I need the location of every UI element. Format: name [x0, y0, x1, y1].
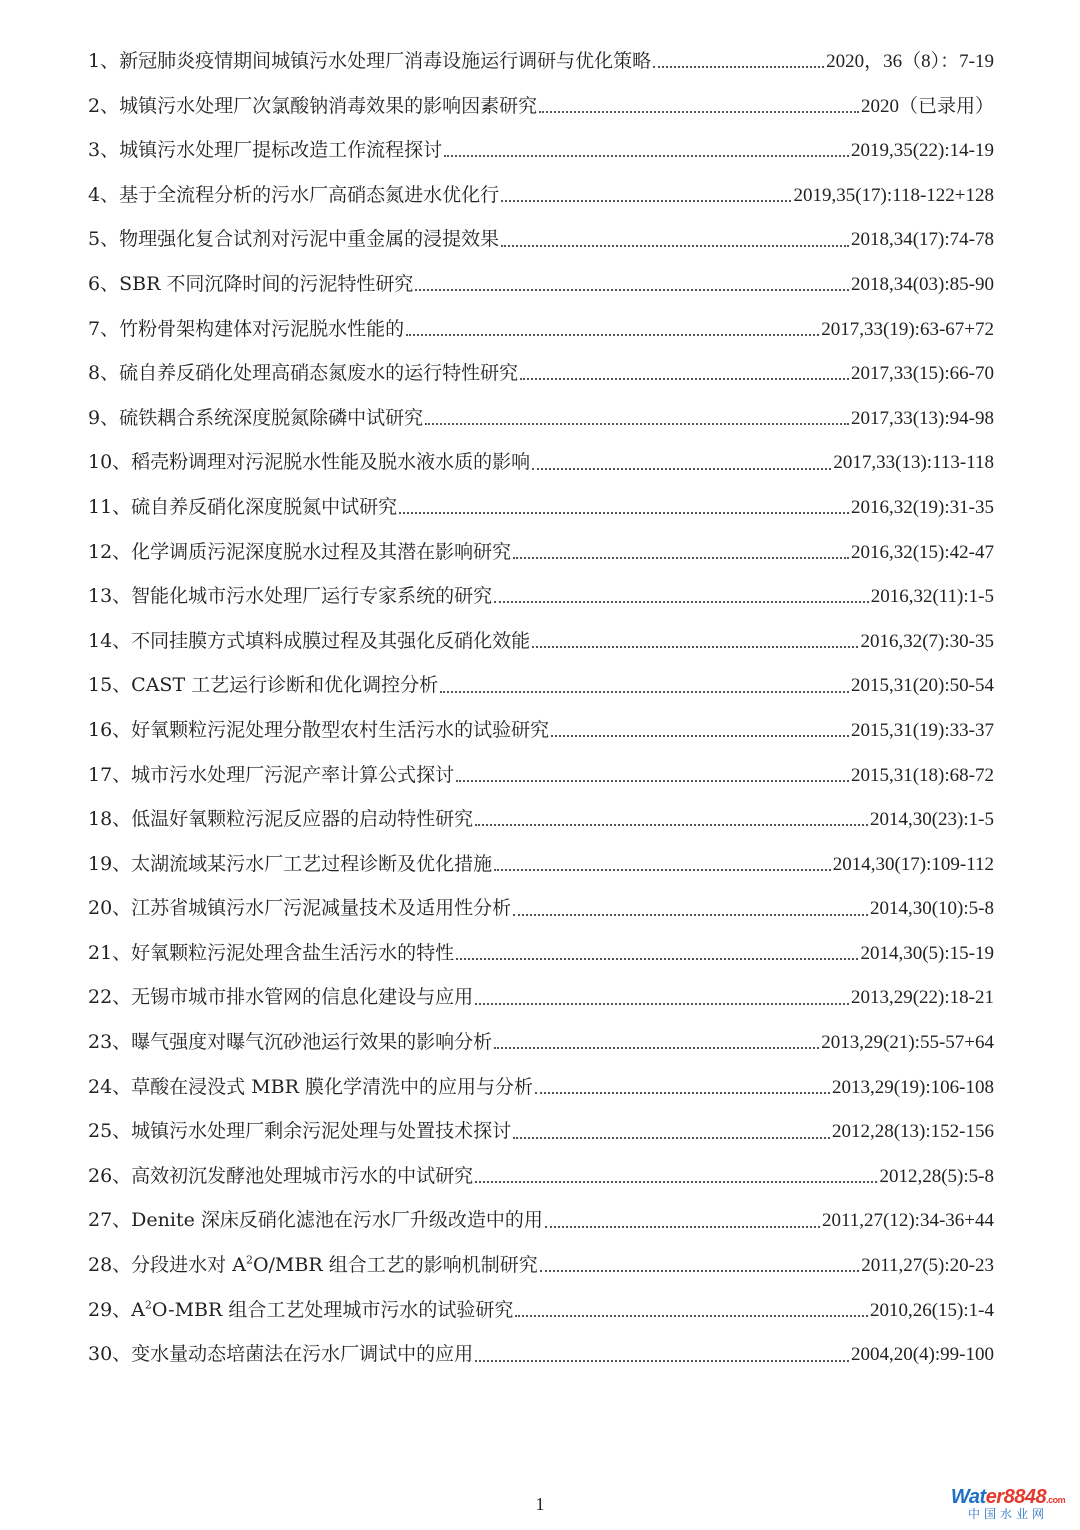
- entry-title: 23、曝气强度对曝气沉砂池运行效果的影响分析: [88, 1031, 493, 1054]
- entry-citation: 2014,30(5):15-19: [860, 942, 994, 964]
- list-item: [88, 351, 994, 396]
- entry-title: 5、物理强化复合试剂对污泥中重金属的浸提效果: [88, 228, 500, 251]
- dot-leader: [456, 780, 849, 782]
- dot-leader: [513, 914, 868, 916]
- entry-citation: 2014,30(23):1-5: [869, 809, 994, 831]
- dot-leader: [551, 735, 849, 737]
- list-item: [88, 84, 994, 129]
- dot-leader: [415, 289, 849, 291]
- dot-leader: [540, 1270, 859, 1272]
- list-item: [88, 396, 994, 441]
- entry-citation: 2019,35(22):14-19: [850, 140, 994, 162]
- entry-title: 28、分段进水对 $A^2O$/MBR 组合工艺的影响机制研究: [88, 1253, 538, 1277]
- list-item: [88, 1109, 994, 1154]
- entry-citation: 2017,33(15):66-70: [850, 363, 994, 385]
- dot-leader: [494, 601, 869, 603]
- dot-leader: [501, 200, 791, 202]
- entry-citation: 2004,20(4):99-100: [850, 1344, 994, 1366]
- entry-citation: 2018,34(17):74-78: [850, 229, 994, 251]
- list-item: [88, 307, 994, 352]
- list-item: [88, 173, 994, 218]
- list-item: [88, 1154, 994, 1199]
- list-item: [88, 842, 994, 887]
- entry-title: 9、硫铁耦合系统深度脱氮除磷中试研究: [88, 406, 424, 429]
- list-item: [88, 39, 994, 84]
- entry-citation: 2010,26(15):1-4: [869, 1299, 994, 1321]
- entry-title: 17、城市污水处理厂污泥产率计算公式探讨: [88, 763, 455, 786]
- entry-title: 29、$A^2O$-MBR 组合工艺处理城市污水的试验研究: [88, 1298, 514, 1321]
- dot-leader: [440, 691, 849, 693]
- dot-leader: [475, 1003, 849, 1005]
- list-item: [88, 217, 994, 262]
- list-item: [88, 440, 994, 485]
- watermark-logo: [948, 1486, 1068, 1522]
- entry-citation: 2012,28(5):5-8: [879, 1165, 994, 1187]
- entry-citation: 2013,29(22):18-21: [850, 987, 994, 1009]
- list-item: [88, 1065, 994, 1110]
- dot-leader: [475, 1181, 877, 1183]
- list-item: [88, 530, 994, 575]
- entry-citation: 2020（已录用）: [860, 95, 994, 117]
- dot-leader: [539, 111, 859, 113]
- entry-citation: 2013,29(21):55-57+64: [821, 1032, 994, 1054]
- list-item: [88, 1198, 994, 1243]
- entry-citation: 2020，36（8）：7-19: [826, 51, 994, 72]
- reference-list: [88, 39, 994, 1377]
- entry-title: 1、新冠肺炎疫情期间城镇污水处理厂消毒设施运行调研与优化策略: [88, 50, 652, 72]
- dot-leader: [535, 1092, 830, 1094]
- entry-citation: 2016,32(11):1-5: [870, 586, 994, 608]
- entry-title: 26、高效初沉发酵池处理城市污水的中试研究: [88, 1164, 474, 1187]
- entry-citation: 2019,35(17):118-122+128: [793, 184, 994, 206]
- entry-title: 15、CAST 工艺运行诊断和优化调控分析: [88, 674, 439, 697]
- entry-citation: 2016,32(19):31-35: [850, 496, 994, 518]
- entry-citation: 2011,27(5):20-23: [861, 1255, 994, 1277]
- list-item: [88, 753, 994, 798]
- entry-title: 12、化学调质污泥深度脱水过程及其潜在影响研究: [88, 540, 512, 563]
- watermark-wordmark: Water8848.com: [950, 1486, 1066, 1508]
- list-item: [88, 1332, 994, 1377]
- entry-citation: 2015,31(19):33-37: [850, 719, 994, 741]
- entry-citation: 2014,30(17):109-112: [832, 853, 994, 875]
- list-item: [88, 1020, 994, 1065]
- entry-citation: 2014,30(10):5-8: [869, 898, 994, 920]
- dot-leader: [532, 646, 858, 648]
- list-item: [88, 128, 994, 173]
- list-item: [88, 1243, 994, 1288]
- entry-title: 2、城镇污水处理厂次氯酸钠消毒效果的影响因素研究: [88, 94, 538, 117]
- list-item: [88, 619, 994, 664]
- entry-citation: 2016,32(15):42-47: [850, 541, 994, 563]
- dot-leader: [515, 1315, 868, 1317]
- dot-leader: [494, 1047, 819, 1049]
- list-item: [88, 574, 994, 619]
- entry-title: 7、竹粉骨架构建体对污泥脱水性能的: [88, 317, 405, 340]
- list-item: [88, 931, 994, 976]
- entry-title: 27、Denite 深床反硝化滤池在污水厂升级改造中的用: [88, 1209, 543, 1232]
- dot-leader: [475, 824, 868, 826]
- dot-leader: [513, 557, 849, 559]
- entry-title: 10、稻壳粉调理对污泥脱水性能及脱水液水质的影响: [88, 451, 531, 474]
- entry-title: 14、不同挂膜方式填料成膜过程及其强化反硝化效能: [88, 629, 531, 652]
- list-item: [88, 485, 994, 530]
- list-item: [88, 708, 994, 753]
- dot-leader: [532, 468, 831, 470]
- dot-leader: [520, 378, 849, 380]
- list-item: [88, 1288, 994, 1333]
- watermark-subtitle: 中国水业网: [967, 1507, 1048, 1521]
- entry-citation: 2015,31(20):50-54: [850, 675, 994, 697]
- dot-leader: [653, 66, 824, 68]
- dot-leader: [545, 1226, 820, 1228]
- entry-title: 4、基于全流程分析的污水厂高硝态氮进水优化行: [88, 183, 500, 206]
- dot-leader: [456, 958, 858, 960]
- dot-leader: [406, 334, 819, 336]
- entry-title: 24、草酸在浸没式 MBR 膜化学清洗中的应用与分析: [88, 1075, 533, 1098]
- dot-leader: [501, 245, 849, 247]
- entry-title: 16、好氧颗粒污泥处理分散型农村生活污水的试验研究: [88, 718, 550, 741]
- entry-citation: 2011,27(12):34-36+44: [821, 1210, 994, 1232]
- entry-title: 18、低温好氧颗粒污泥反应器的启动特性研究: [88, 808, 474, 831]
- dot-leader: [494, 869, 831, 871]
- entry-citation: 2015,31(18):68-72: [850, 764, 994, 786]
- list-item: [88, 797, 994, 842]
- entry-citation: 2018,34(03):85-90: [850, 273, 994, 295]
- entry-title: 22、无锡市城市排水管网的信息化建设与应用: [88, 986, 474, 1009]
- entry-title: 30、变水量动态培菌法在污水厂调试中的应用: [88, 1343, 474, 1366]
- dot-leader: [444, 155, 849, 157]
- page-number: 1: [535, 1494, 545, 1514]
- dot-leader: [425, 423, 849, 425]
- entry-citation: 2017,33(13):113-118: [833, 452, 994, 474]
- entry-citation: 2016,32(7):30-35: [860, 630, 994, 652]
- list-item: [88, 886, 994, 931]
- entry-citation: 2012,28(13):152-156: [831, 1121, 994, 1143]
- entry-title: 3、城镇污水处理厂提标改造工作流程探讨: [88, 139, 443, 162]
- entry-title: 6、SBR 不同沉降时间的污泥特性研究: [88, 272, 414, 295]
- entry-title: 19、太湖流域某污水厂工艺过程诊断及优化措施: [88, 852, 493, 875]
- entry-title: 13、智能化城市污水处理厂运行专家系统的研究: [88, 585, 493, 608]
- entry-citation: 2017,33(13):94-98: [850, 407, 994, 429]
- dot-leader: [513, 1137, 830, 1139]
- dot-leader: [399, 512, 849, 514]
- list-item: [88, 262, 994, 307]
- entry-title: 21、好氧颗粒污泥处理含盐生活污水的特性: [88, 941, 455, 964]
- list-item: [88, 663, 994, 708]
- dot-leader: [475, 1360, 849, 1362]
- list-item: [88, 975, 994, 1020]
- entry-title: 20、江苏省城镇污水厂污泥减量技术及适用性分析: [88, 897, 512, 920]
- entry-title: 8、硫自养反硝化处理高硝态氮废水的运行特性研究: [88, 362, 519, 385]
- entry-title: 25、城镇污水处理厂剩余污泥处理与处置技术探讨: [88, 1120, 512, 1143]
- entry-citation: 2013,29(19):106-108: [831, 1076, 994, 1098]
- entry-citation: 2017,33(19):63-67+72: [821, 318, 994, 340]
- entry-title: 11、硫自养反硝化深度脱氮中试研究: [88, 495, 398, 518]
